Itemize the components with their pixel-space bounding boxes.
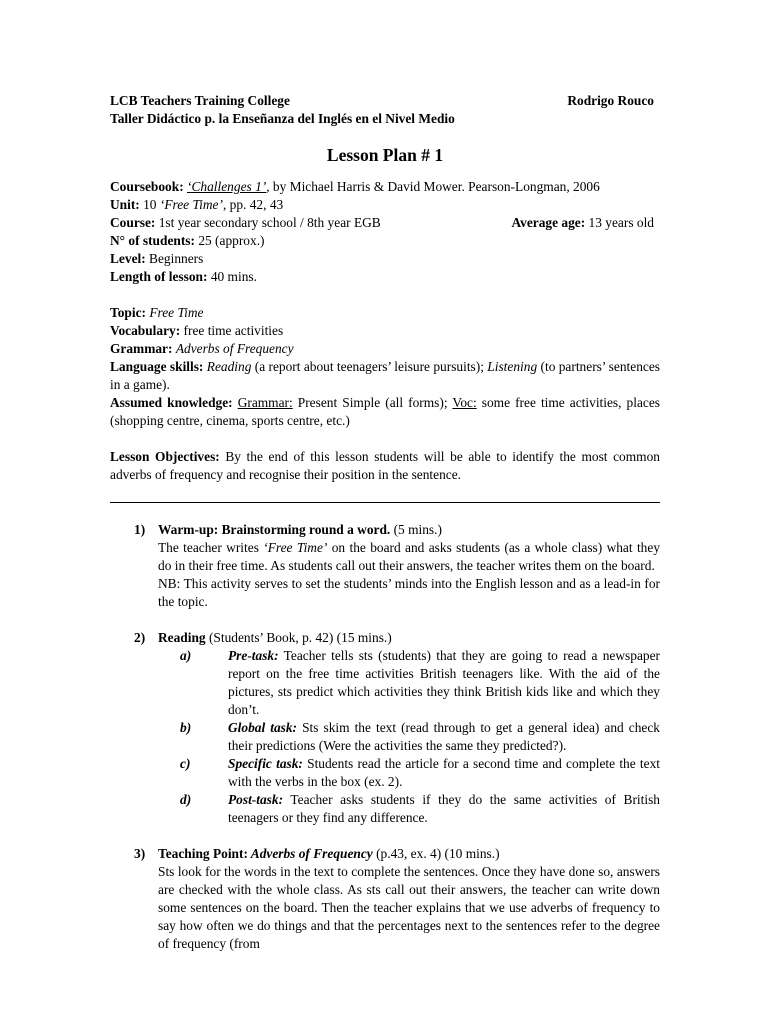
grammar-line: Grammar: Adverbs of Frequency	[110, 341, 294, 356]
activity-title: Teaching Point:	[158, 846, 248, 861]
subtask-c: c) Specific task: Students read the article for a second time and complete the text with the verbs in the box (ex. 2).	[180, 756, 660, 789]
activity-number: 1)	[134, 522, 146, 537]
subtask-d: d) Post-task: Teacher asks students if they do the same activities of British teenagers or they find any difference.	[180, 792, 660, 825]
activity-title: Reading	[158, 630, 206, 645]
activity-1: 1) Warm-up: Brainstorming round a word. (5 mins.) The teacher writes ‘Free Time’ on the board and asks students (as a whole class) what they do in their free time. As students call out their answers, the teacher writes them on the board. NB: This activity serves to set the students’ minds into the English lesson and as a lead-in for the topic.	[110, 521, 660, 611]
divider	[110, 502, 660, 503]
activity-note: NB: This activity serves to set the students’ minds into the English lesson and as a lead-in for the topic.	[158, 576, 660, 609]
activity-2: 2) Reading (Students’ Book, p. 42) (15 mins.) a) Pre-task: Teacher tells sts (students) that they are going to read a newspaper report on the free time activities British teenagers like. With the aid of the pictures, sts predict which activities they think British kids like and which they don’t. b) Global task: Sts skim the text (read through to get a general idea) and check their predictions (Were the activities the same they predicted?). c) Specific task: Students read the article for a second time and complete the text with the verbs in the box (ex. 2). d) Post-task: Teacher asks students if they do the same activities of British teenagers or they find any difference.	[110, 629, 660, 827]
subtask-a: a) Pre-task: Teacher tells sts (students) that they are going to read a newspaper report on the free time activities British teenagers like. With the aid of the pictures, sts predict which activities they think British kids like and which they don’t.	[180, 648, 660, 717]
college-name: LCB Teachers Training College	[110, 93, 290, 108]
level-line: Level: Beginners	[110, 251, 204, 266]
subtask-b: b) Global task: Sts skim the text (read through to get a general idea) and check their predictions (Were the activities the same they predicted?).	[180, 720, 660, 753]
coursebook-title: ‘Challenges 1’	[187, 179, 267, 194]
length-line: Length of lesson: 40 mins.	[110, 269, 257, 284]
document-content	[110, 92, 660, 971]
activity-number: 2)	[134, 630, 146, 645]
header	[110, 92, 660, 110]
coursebook-line: Coursebook: ‘Challenges 1’, by Michael Harris & David Mower. Pearson-Longman, 2006	[110, 179, 600, 194]
language-skills-line: Language skills: Reading (a report about teenagers’ leisure pursuits); Listening (to partners’ sentences in a game).	[110, 359, 660, 392]
activity-number: 3)	[134, 846, 146, 861]
assumed-knowledge-line: Assumed knowledge: Grammar: Present Simple (all forms); Voc: some free time activities, places (shopping centre, cinema, sports centre, etc.)	[110, 395, 660, 428]
author-name: Rodrigo Rouco	[567, 93, 654, 108]
students-line: N° of students: 25 (approx.)	[110, 233, 265, 248]
course-line: Course: 1st year secondary school / 8th year EGB Average age: 13 years old	[110, 215, 654, 230]
vocabulary-line: Vocabulary: free time activities	[110, 323, 284, 338]
page-title: Lesson Plan # 1	[326, 145, 444, 165]
workshop-name: Taller Didáctico p. la Enseñanza del Inglés en el Nivel Medio	[110, 111, 455, 126]
unit-line: Unit: 10 ‘Free Time’, pp. 42, 43	[110, 197, 284, 212]
activity-title: Warm-up: Brainstorming round a word.	[158, 522, 391, 537]
topic-line: Topic: Free Time	[110, 305, 204, 320]
lesson-objectives: Lesson Objectives: By the end of this lesson students will be able to identify the most common adverbs of frequency and recognise their position in the sentence.	[110, 449, 660, 482]
activity-3: 3) Teaching Point: Adverbs of Frequency (p.43, ex. 4) (10 mins.) Sts look for the words in the text to complete the sentences. Once they have done so, answers are checked with the whole class. As sts call out their answers, the teacher can write down some sentences on the board. Then the teacher explains that we use adverbs of frequency to say how often we do things and that the percentages next to the sentences refer to the degree of frequency (from	[110, 845, 660, 953]
